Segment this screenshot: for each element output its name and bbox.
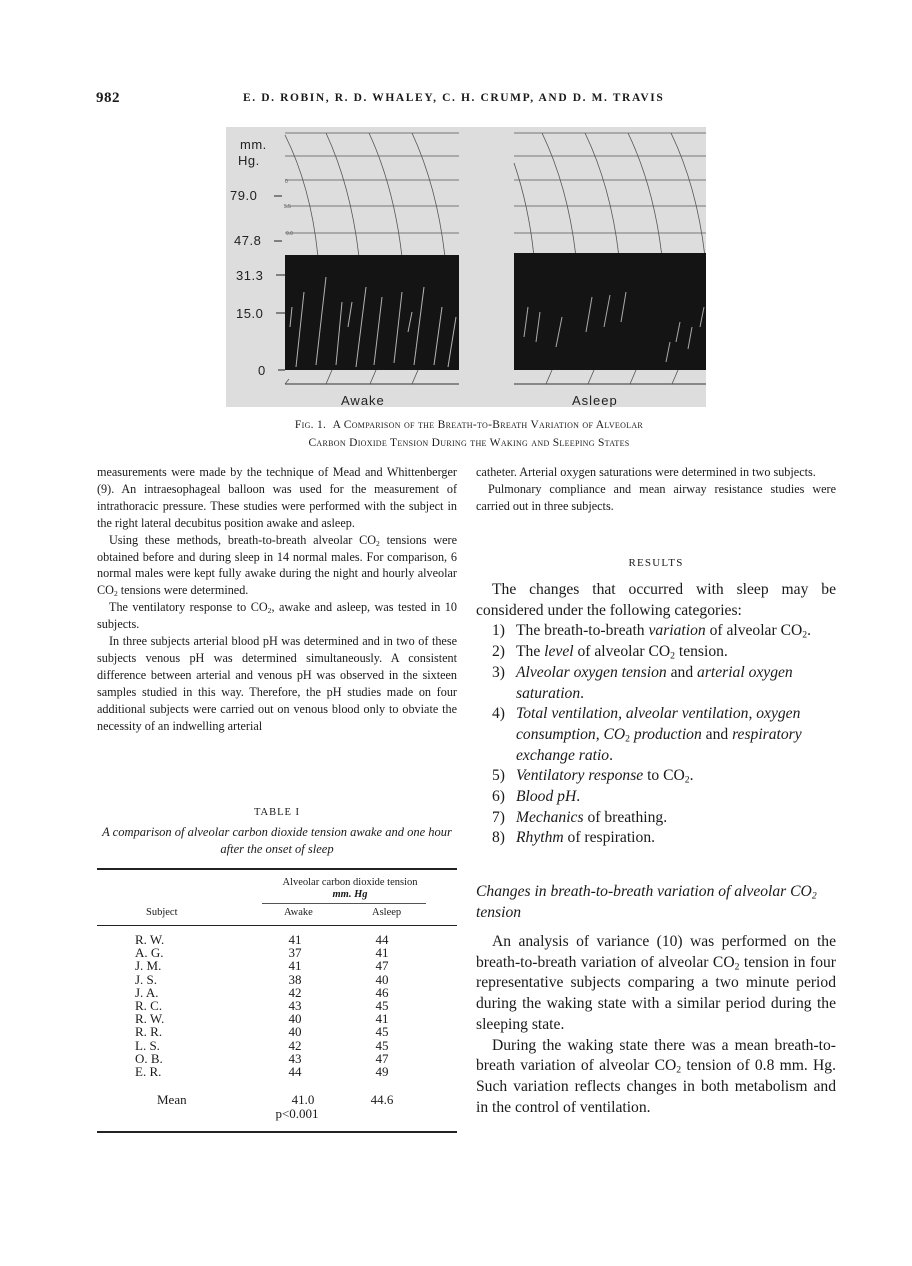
inner-scale-9-0: 9.0 <box>286 231 293 237</box>
author-line: E. D. ROBIN, R. D. WHALEY, C. H. CRUMP, AND D. M. TRAVIS <box>243 92 665 104</box>
figure-1-capnograph <box>226 127 706 407</box>
results-text <box>476 580 836 849</box>
mean-asleep: 44.6 <box>370 1092 394 1107</box>
table-body <box>97 933 457 1093</box>
y-unit-hg: Hg. <box>238 153 260 168</box>
paragraph: Pulmonary compliance and mean airway resistance studies were carried out in three subjects. <box>476 481 836 513</box>
table-header-rule <box>97 925 457 926</box>
y-tick-47-8: 47.8 <box>234 233 262 248</box>
results-intro: The changes that occurred with sleep may be considered under the following categories: <box>476 581 836 619</box>
caption-line-2: Carbon Dioxide Tension During the Waking and Sleeping States <box>308 437 630 449</box>
variance-text <box>476 932 836 1118</box>
subsection-heading: Changes in breath-to-breath variation of alveolar $CO_2$ tension <box>476 883 817 921</box>
list-item: 4) Total ventilation, alveolar ventilation, oxygen consumption, $CO_2$ production and respiratory exchange ratio. <box>492 705 802 764</box>
y-tick-31-3: 31.3 <box>236 268 264 283</box>
table-row: R. C. 43 45 <box>135 998 389 1013</box>
section-heading-results: RESULTS <box>628 557 684 569</box>
table-row: O. B. 43 47 <box>135 1050 389 1066</box>
y-tick-0: 0 <box>258 363 266 378</box>
list-item: 7) Mechanics of breathing. <box>492 808 668 826</box>
table-row: A. G. 37 41 <box>135 945 389 961</box>
right-column-methods-text <box>476 464 836 515</box>
paragraph: measurements were made by the technique of Mead and Whittenberger (9). An intraesophageal balloon was used for the measurement of intrathoracic pressure. These studies were performed with the subject in the right lateral decubitus position awake and asleep. <box>97 465 457 530</box>
list-item: 6) Blood pH. <box>492 788 581 806</box>
table-row: J. S. 38 40 <box>135 971 389 987</box>
table-row: L. S. 42 45 <box>135 1037 389 1053</box>
paragraph: catheter. Arterial oxygen saturations were determined in two subjects. <box>476 465 816 479</box>
table-group-header: Alveolar carbon dioxide tension <box>282 877 418 888</box>
table-row: J. M. 41 47 <box>135 958 389 974</box>
paragraph: During the waking state there was a mean breath-to-breath variation of alveolar $CO_2$ tension of 0.8 mm. Hg. Such variation reflects changes in both metabolism and in the control of ventilation. <box>476 1036 836 1116</box>
table-row: R. W. 40 41 <box>135 1011 389 1027</box>
paragraph: In three subjects arterial blood pH was determined and in two of these subjects venous pH was determined simultaneously. A consistent difference between arterial and venous pH was observed in the sixteen samples studied in this way. Therefore, the pH studies made on four additional subjects were carried out on venous blood only to obviate the necessity of an indwelling arterial <box>97 634 457 733</box>
table-group-unit: mm. Hg <box>332 889 368 900</box>
table-row: R. W. 41 44 <box>135 932 389 947</box>
list-item: 5) Ventilatory response to $CO_2$. <box>492 767 694 786</box>
inner-scale-5-5: 5.5 <box>284 204 291 210</box>
column-header-asleep: Asleep <box>372 907 402 918</box>
list-item: 3) Alveolar oxygen tension and arterial oxygen saturation. <box>492 663 793 702</box>
table-group-rule <box>262 903 426 904</box>
mean-label: Mean <box>157 1092 187 1107</box>
mean-awake: 41.0 <box>291 1092 315 1107</box>
running-head <box>96 90 816 110</box>
paragraph: An analysis of variance (10) was performed on the breath-to-breath variation of alveolar $CO_2$ tension in four representative subjects comparing a two minute period during the waking state with a similar period during the sleeping state. <box>476 933 836 1033</box>
list-item: 1) The breath-to-breath variation of alveolar $CO_2$. <box>492 622 811 641</box>
caption-line-1: A Comparison of the Breath-to-Breath Variation of Alveolar <box>332 419 644 431</box>
left-column-text <box>97 464 457 735</box>
categories-list <box>476 621 836 849</box>
table-top-rule <box>97 868 457 870</box>
paragraph: The ventilatory response to $CO_2$, awake and asleep, was tested in 10 subjects. <box>97 600 457 632</box>
list-item: 8) Rhythm of respiration. <box>492 829 656 847</box>
p-value: p<0.001 <box>275 1105 319 1121</box>
y-tick-15: 15.0 <box>236 306 264 321</box>
y-tick-79: 79.0 <box>230 188 258 203</box>
panel-label-asleep: Asleep <box>572 393 618 407</box>
column-header-awake: Awake <box>284 907 313 918</box>
inner-scale-0: 0 <box>285 179 288 185</box>
figure-label: Fig. 1. <box>294 419 327 431</box>
table-bottom-rule <box>97 1131 457 1133</box>
capnograph-tracing <box>226 127 706 407</box>
table-row: E. R. 44 49 <box>135 1064 389 1079</box>
table-title: TABLE I <box>253 807 301 818</box>
y-unit-mm: mm. <box>240 137 267 152</box>
table-caption: A comparison of alveolar carbon dioxide tension awake and one hour after the onset of sleep <box>102 825 452 856</box>
column-header-subject: Subject <box>146 907 178 918</box>
page-number: 982 <box>96 90 120 106</box>
figure-caption <box>226 416 712 452</box>
table-row: R. R. 40 45 <box>135 1024 389 1040</box>
table-row: J. A. 42 46 <box>135 984 389 1000</box>
list-item: 2) The level of alveolar $CO_2$ tension. <box>492 643 728 662</box>
table-mean-row <box>97 1093 457 1123</box>
paragraph: Using these methods, breath-to-breath alveolar $CO_2$ tensions were obtained before and during sleep in 14 normal males. For comparison, 6 normal males were kept fully awake during the night and hourly alveolar $CO_2$ tensions were determined. <box>97 532 457 599</box>
panel-label-awake: Awake <box>341 393 385 407</box>
